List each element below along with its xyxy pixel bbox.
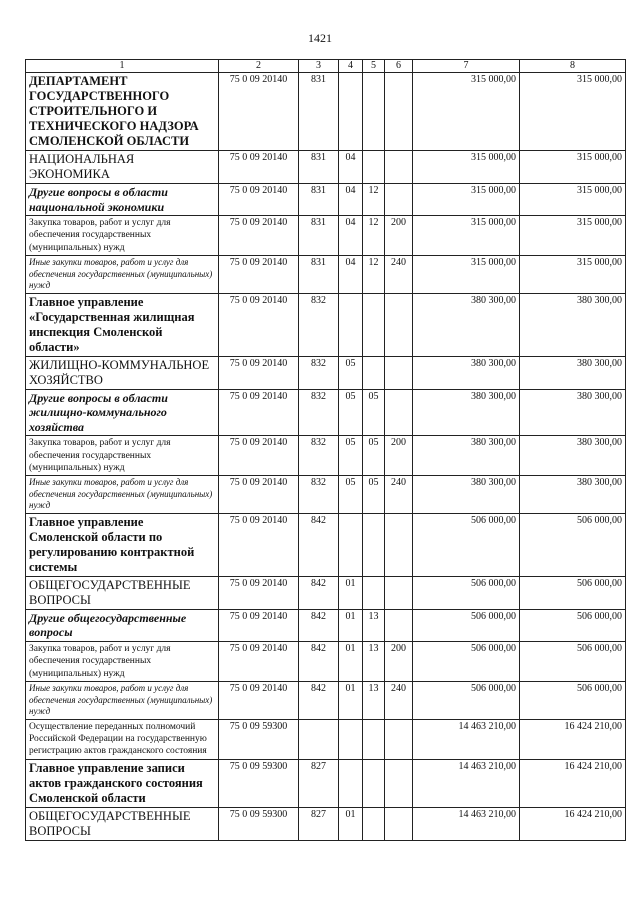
row-name: ДЕПАРТАМЕНТ ГОСУДАРСТВЕННОГО СТРОИТЕЛЬНОГО И ТЕХНИЧЕСКОГО НАДЗОРА СМОЛЕНСКОЙ ОБЛАСТИ bbox=[29, 74, 199, 148]
row-name-cell bbox=[26, 356, 219, 389]
row-target-code: 75 0 09 59300 bbox=[219, 807, 299, 840]
row-amount-year-2: 315 000,00 bbox=[520, 151, 626, 184]
row-target-code: 75 0 09 20140 bbox=[219, 73, 299, 151]
row-name: ОБЩЕГОСУДАРСТВЕННЫЕ ВОПРОСЫ bbox=[29, 808, 191, 838]
row-amount-year-2: 315 000,00 bbox=[520, 184, 626, 216]
row-section-code bbox=[339, 513, 363, 576]
row-expense-type-code bbox=[385, 151, 413, 184]
table-row bbox=[26, 293, 626, 356]
row-name-cell bbox=[26, 807, 219, 840]
row-name: Главное управление «Государственная жилищная инспекция Смоленской области» bbox=[29, 294, 195, 354]
row-amount-year-2: 380 300,00 bbox=[520, 436, 626, 476]
row-amount-year-2: 16 424 210,00 bbox=[520, 807, 626, 840]
table-row bbox=[26, 576, 626, 609]
row-amount-year-1: 14 463 210,00 bbox=[413, 807, 520, 840]
table-row bbox=[26, 184, 626, 216]
row-name-cell bbox=[26, 609, 219, 641]
table-row bbox=[26, 389, 626, 436]
row-name-cell bbox=[26, 682, 219, 720]
row-amount-year-1: 506 000,00 bbox=[413, 609, 520, 641]
row-target-code: 75 0 09 20140 bbox=[219, 256, 299, 294]
row-expense-type-code bbox=[385, 576, 413, 609]
row-name-cell bbox=[26, 389, 219, 436]
row-expense-type-code: 200 bbox=[385, 216, 413, 256]
row-expense-type-code bbox=[385, 719, 413, 759]
row-name: Закупка товаров, работ и услуг для обеспечения государственных (муниципальных) нужд bbox=[29, 438, 171, 473]
row-amount-year-1: 380 300,00 bbox=[413, 476, 520, 514]
row-subsection-code bbox=[363, 759, 385, 807]
row-target-code: 75 0 09 20140 bbox=[219, 293, 299, 356]
table-row bbox=[26, 609, 626, 641]
row-amount-year-1: 315 000,00 bbox=[413, 73, 520, 151]
row-name: Другие общегосударственные вопросы bbox=[29, 610, 187, 640]
row-target-code: 75 0 09 20140 bbox=[219, 356, 299, 389]
row-name-cell bbox=[26, 216, 219, 256]
table-row bbox=[26, 719, 626, 759]
table-row bbox=[26, 759, 626, 807]
row-target-code: 75 0 09 20140 bbox=[219, 436, 299, 476]
row-name: Осуществление переданных полномочий Российской Федерации на государственную регистрацию актов гражданского состояния bbox=[29, 721, 207, 757]
row-expense-type-code: 240 bbox=[385, 476, 413, 514]
row-ministry-code: 842 bbox=[299, 609, 339, 641]
row-ministry-code: 842 bbox=[299, 513, 339, 576]
row-amount-year-2: 315 000,00 bbox=[520, 73, 626, 151]
row-section-code: 01 bbox=[339, 609, 363, 641]
row-amount-year-2: 506 000,00 bbox=[520, 609, 626, 641]
col-header-4: 4 bbox=[339, 60, 363, 73]
row-name: Иные закупки товаров, работ и услуг для обеспечения государственных (муниципальных) нужд bbox=[29, 683, 213, 717]
row-amount-year-2: 380 300,00 bbox=[520, 389, 626, 436]
row-amount-year-1: 315 000,00 bbox=[413, 151, 520, 184]
row-name: ЖИЛИЩНО-КОММУНАЛЬНОЕ ХОЗЯЙСТВО bbox=[29, 357, 210, 387]
row-target-code: 75 0 09 20140 bbox=[219, 682, 299, 720]
row-expense-type-code bbox=[385, 513, 413, 576]
row-subsection-code: 13 bbox=[363, 641, 385, 681]
row-expense-type-code: 200 bbox=[385, 641, 413, 681]
row-target-code: 75 0 09 20140 bbox=[219, 609, 299, 641]
row-section-code bbox=[339, 293, 363, 356]
row-amount-year-1: 14 463 210,00 bbox=[413, 759, 520, 807]
row-name: Другие вопросы в области жилищно-коммунального хозяйства bbox=[29, 390, 168, 434]
row-ministry-code: 842 bbox=[299, 641, 339, 681]
table-row bbox=[26, 641, 626, 681]
table-row bbox=[26, 73, 626, 151]
row-amount-year-2: 506 000,00 bbox=[520, 576, 626, 609]
row-target-code: 75 0 09 59300 bbox=[219, 759, 299, 807]
row-ministry-code: 831 bbox=[299, 73, 339, 151]
row-name: Иные закупки товаров, работ и услуг для обеспечения государственных (муниципальных) нужд bbox=[29, 257, 213, 291]
table-row bbox=[26, 682, 626, 720]
row-name: Иные закупки товаров, работ и услуг для обеспечения государственных (муниципальных) нужд bbox=[29, 477, 213, 511]
row-ministry-code: 842 bbox=[299, 576, 339, 609]
row-subsection-code bbox=[363, 293, 385, 356]
row-subsection-code: 12 bbox=[363, 216, 385, 256]
row-name-cell bbox=[26, 151, 219, 184]
row-section-code: 04 bbox=[339, 256, 363, 294]
row-section-code: 05 bbox=[339, 356, 363, 389]
row-target-code: 75 0 09 20140 bbox=[219, 513, 299, 576]
row-name: Другие вопросы в области национальной экономики bbox=[29, 185, 168, 214]
row-section-code: 01 bbox=[339, 807, 363, 840]
row-target-code: 75 0 09 20140 bbox=[219, 576, 299, 609]
table-row bbox=[26, 513, 626, 576]
row-expense-type-code bbox=[385, 293, 413, 356]
row-amount-year-2: 506 000,00 bbox=[520, 682, 626, 720]
col-header-6: 6 bbox=[385, 60, 413, 73]
row-name: Закупка товаров, работ и услуг для обеспечения государственных (муниципальных) нужд bbox=[29, 643, 171, 679]
row-expense-type-code bbox=[385, 73, 413, 151]
col-header-8: 8 bbox=[520, 60, 626, 73]
row-subsection-code: 05 bbox=[363, 436, 385, 476]
row-section-code bbox=[339, 759, 363, 807]
row-amount-year-1: 506 000,00 bbox=[413, 576, 520, 609]
row-ministry-code: 832 bbox=[299, 476, 339, 514]
row-section-code: 04 bbox=[339, 184, 363, 216]
row-section-code: 04 bbox=[339, 216, 363, 256]
row-ministry-code: 831 bbox=[299, 184, 339, 216]
table-row bbox=[26, 356, 626, 389]
row-target-code: 75 0 09 20140 bbox=[219, 151, 299, 184]
row-amount-year-1: 380 300,00 bbox=[413, 436, 520, 476]
row-ministry-code: 831 bbox=[299, 256, 339, 294]
table-row bbox=[26, 216, 626, 256]
row-amount-year-1: 506 000,00 bbox=[413, 513, 520, 576]
row-subsection-code bbox=[363, 576, 385, 609]
row-amount-year-1: 315 000,00 bbox=[413, 184, 520, 216]
row-amount-year-2: 380 300,00 bbox=[520, 356, 626, 389]
row-name-cell bbox=[26, 436, 219, 476]
row-amount-year-1: 506 000,00 bbox=[413, 641, 520, 681]
row-ministry-code: 832 bbox=[299, 436, 339, 476]
row-amount-year-2: 16 424 210,00 bbox=[520, 719, 626, 759]
row-subsection-code: 05 bbox=[363, 476, 385, 514]
row-name: НАЦИОНАЛЬНАЯ ЭКОНОМИКА bbox=[29, 152, 135, 181]
row-section-code bbox=[339, 719, 363, 759]
row-amount-year-1: 506 000,00 bbox=[413, 682, 520, 720]
row-subsection-code: 05 bbox=[363, 389, 385, 436]
table-row bbox=[26, 436, 626, 476]
budget-table bbox=[25, 59, 626, 841]
row-target-code: 75 0 09 20140 bbox=[219, 476, 299, 514]
row-ministry-code: 832 bbox=[299, 356, 339, 389]
row-amount-year-2: 380 300,00 bbox=[520, 476, 626, 514]
row-ministry-code: 832 bbox=[299, 389, 339, 436]
row-amount-year-2: 315 000,00 bbox=[520, 216, 626, 256]
row-expense-type-code bbox=[385, 807, 413, 840]
row-section-code: 01 bbox=[339, 682, 363, 720]
row-name-cell bbox=[26, 719, 219, 759]
row-amount-year-2: 315 000,00 bbox=[520, 256, 626, 294]
row-name-cell bbox=[26, 513, 219, 576]
row-section-code: 05 bbox=[339, 389, 363, 436]
col-header-3: 3 bbox=[299, 60, 339, 73]
row-name: Главное управление записи актов гражданского состояния Смоленской области bbox=[29, 760, 203, 805]
row-amount-year-2: 506 000,00 bbox=[520, 513, 626, 576]
row-target-code: 75 0 09 20140 bbox=[219, 184, 299, 216]
row-amount-year-2: 380 300,00 bbox=[520, 293, 626, 356]
row-section-code: 04 bbox=[339, 151, 363, 184]
row-expense-type-code bbox=[385, 609, 413, 641]
row-subsection-code: 13 bbox=[363, 682, 385, 720]
row-name-cell bbox=[26, 641, 219, 681]
row-expense-type-code bbox=[385, 184, 413, 216]
table-row bbox=[26, 151, 626, 184]
row-amount-year-2: 506 000,00 bbox=[520, 641, 626, 681]
row-name-cell bbox=[26, 476, 219, 514]
row-amount-year-1: 315 000,00 bbox=[413, 216, 520, 256]
row-subsection-code bbox=[363, 807, 385, 840]
column-number-header bbox=[26, 60, 626, 73]
page-number: 1421 bbox=[308, 31, 332, 45]
row-expense-type-code bbox=[385, 356, 413, 389]
col-header-5: 5 bbox=[363, 60, 385, 73]
row-name-cell bbox=[26, 256, 219, 294]
row-name-cell bbox=[26, 576, 219, 609]
row-amount-year-1: 380 300,00 bbox=[413, 356, 520, 389]
row-subsection-code bbox=[363, 356, 385, 389]
row-ministry-code: 842 bbox=[299, 682, 339, 720]
row-name: ОБЩЕГОСУДАРСТВЕННЫЕ ВОПРОСЫ bbox=[29, 577, 191, 607]
row-amount-year-1: 14 463 210,00 bbox=[413, 719, 520, 759]
row-name-cell bbox=[26, 73, 219, 151]
row-ministry-code: 832 bbox=[299, 293, 339, 356]
row-ministry-code bbox=[299, 719, 339, 759]
row-target-code: 75 0 09 59300 bbox=[219, 719, 299, 759]
row-ministry-code: 827 bbox=[299, 807, 339, 840]
row-amount-year-2: 16 424 210,00 bbox=[520, 759, 626, 807]
row-ministry-code: 827 bbox=[299, 759, 339, 807]
table-row bbox=[26, 476, 626, 514]
row-name-cell bbox=[26, 293, 219, 356]
table-row bbox=[26, 256, 626, 294]
row-subsection-code bbox=[363, 73, 385, 151]
row-expense-type-code: 240 bbox=[385, 256, 413, 294]
row-amount-year-1: 380 300,00 bbox=[413, 293, 520, 356]
row-ministry-code: 831 bbox=[299, 216, 339, 256]
table-row bbox=[26, 807, 626, 840]
row-subsection-code bbox=[363, 513, 385, 576]
row-subsection-code bbox=[363, 719, 385, 759]
col-header-1: 1 bbox=[26, 60, 219, 73]
row-section-code: 01 bbox=[339, 576, 363, 609]
row-section-code bbox=[339, 73, 363, 151]
row-subsection-code: 12 bbox=[363, 184, 385, 216]
row-target-code: 75 0 09 20140 bbox=[219, 389, 299, 436]
row-section-code: 05 bbox=[339, 436, 363, 476]
row-expense-type-code bbox=[385, 389, 413, 436]
row-name-cell bbox=[26, 759, 219, 807]
col-header-2: 2 bbox=[219, 60, 299, 73]
row-subsection-code: 13 bbox=[363, 609, 385, 641]
row-expense-type-code: 200 bbox=[385, 436, 413, 476]
row-expense-type-code bbox=[385, 759, 413, 807]
row-name-cell bbox=[26, 184, 219, 216]
row-expense-type-code: 240 bbox=[385, 682, 413, 720]
row-amount-year-1: 315 000,00 bbox=[413, 256, 520, 294]
col-header-7: 7 bbox=[413, 60, 520, 73]
row-section-code: 05 bbox=[339, 476, 363, 514]
row-name: Закупка товаров, работ и услуг для обеспечения государственных (муниципальных) нужд bbox=[29, 218, 171, 253]
row-ministry-code: 831 bbox=[299, 151, 339, 184]
row-target-code: 75 0 09 20140 bbox=[219, 216, 299, 256]
row-subsection-code bbox=[363, 151, 385, 184]
row-amount-year-1: 380 300,00 bbox=[413, 389, 520, 436]
row-target-code: 75 0 09 20140 bbox=[219, 641, 299, 681]
row-section-code: 01 bbox=[339, 641, 363, 681]
row-name: Главное управление Смоленской области по регулированию контрактной системы bbox=[29, 514, 195, 574]
row-subsection-code: 12 bbox=[363, 256, 385, 294]
